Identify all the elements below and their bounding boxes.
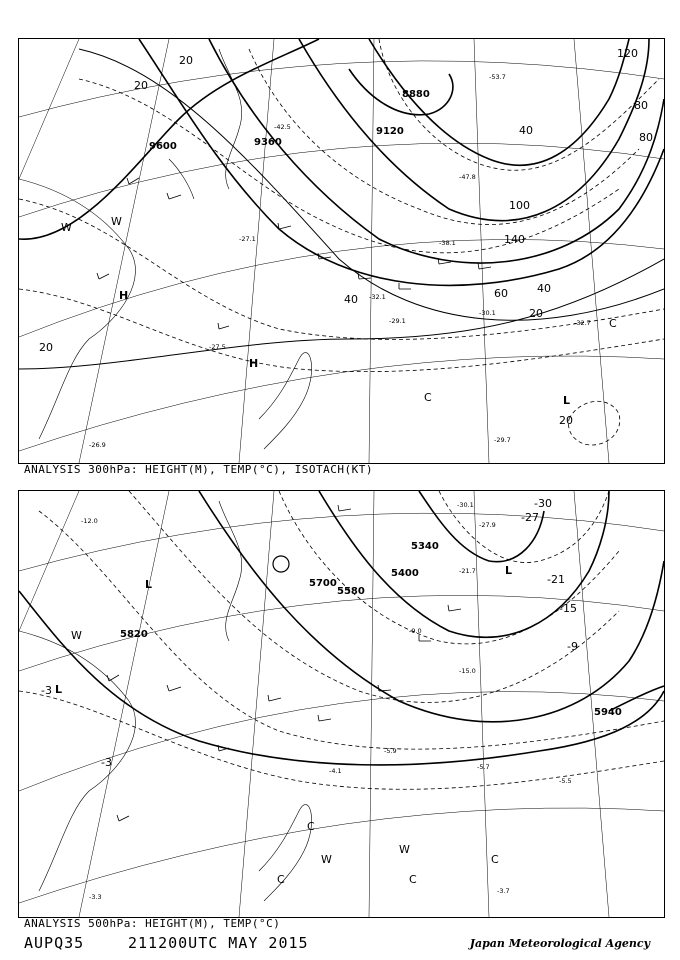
map-300hpa-chart	[19, 39, 664, 463]
cold-center-label: C	[307, 820, 315, 833]
isotach-label: 20	[39, 341, 53, 354]
temp-value: -5.9	[384, 747, 397, 755]
isotherm-label: -3	[41, 684, 52, 697]
height-contours-300	[19, 39, 664, 285]
height-contours-500	[19, 491, 664, 765]
warm-center-label: W	[399, 843, 410, 856]
temp-value: -26.9	[89, 441, 106, 449]
map-panel-500hpa	[18, 490, 665, 918]
wind-barbs-300	[97, 178, 491, 329]
isotherm-label: -27	[521, 511, 539, 524]
isotherm-label: -3	[101, 756, 112, 769]
height-label: 5400	[391, 568, 419, 579]
temp-value: -12.0	[81, 517, 98, 525]
temp-value: -27.9	[479, 521, 496, 529]
height-label: 8880	[402, 89, 430, 100]
height-label: 9600	[149, 141, 177, 152]
chart-id: AUPQ35	[24, 934, 85, 952]
high-center-label: H	[249, 357, 259, 370]
coastline-300	[19, 49, 312, 449]
height-label: 9360	[254, 137, 282, 148]
cold-center-label: C	[409, 873, 417, 886]
temp-value: -21.7	[459, 567, 476, 575]
isotach-label: 60	[494, 287, 508, 300]
isotherm-label: -21	[547, 573, 565, 586]
isotach-label: 140	[504, 233, 525, 246]
temp-value: -27.1	[239, 235, 256, 243]
panel-caption-300: ANALYSIS 300hPa: HEIGHT(M), TEMP(°C), ISOTACH(KT)	[24, 463, 374, 476]
map-panel-300hpa	[18, 38, 665, 464]
temp-value: -3.7	[497, 887, 510, 895]
low-center-label: L	[145, 578, 153, 591]
cold-center-label: C	[277, 873, 285, 886]
cold-center-label: C	[491, 853, 499, 866]
isotach-label: 80	[634, 99, 648, 112]
isotherm-label: -30	[534, 497, 552, 510]
cold-center-label: C	[609, 317, 617, 330]
isotherm-label: -15	[559, 602, 577, 615]
warm-center-label: W	[111, 215, 122, 228]
temp-value: -3.3	[89, 893, 102, 901]
height-label: 5700	[309, 578, 337, 589]
isotach-label: 40	[537, 282, 551, 295]
panel-caption-500: ANALYSIS 500hPa: HEIGHT(M), TEMP(°C)	[24, 917, 281, 930]
temp-value: -5.7	[477, 763, 490, 771]
temp-value: -29.1	[389, 317, 406, 325]
height-label: 5340	[411, 541, 439, 552]
height-label: 5820	[120, 629, 148, 640]
isotherms-300	[19, 39, 664, 445]
warm-center-label: W	[61, 221, 72, 234]
isotach-label: 20	[179, 54, 193, 67]
temp-value: -42.5	[274, 123, 291, 131]
cold-center-label: C	[424, 391, 432, 404]
isotach-label: 20	[134, 79, 148, 92]
temp-value: -47.8	[459, 173, 476, 181]
temp-value: -15.0	[459, 667, 476, 675]
temp-value: -4.1	[329, 767, 342, 775]
height-label: 9120	[376, 126, 404, 137]
temp-value: -53.7	[489, 73, 506, 81]
temp-value: -27.5	[209, 343, 226, 351]
isotach-label: 120	[617, 47, 638, 60]
isotach-label: 40	[519, 124, 533, 137]
isotach-label: 20	[559, 414, 573, 427]
low-center-label: L	[563, 394, 571, 407]
isotach-label: 80	[639, 131, 653, 144]
wind-barbs-500	[107, 505, 461, 821]
warm-center-label: W	[321, 853, 332, 866]
temp-value: -30.1	[457, 501, 474, 509]
isotach-label: 40	[344, 293, 358, 306]
agency-credit: Japan Meteorological Agency	[469, 937, 650, 950]
temp-value: -30.1	[479, 309, 496, 317]
height-label: 5580	[337, 586, 365, 597]
observation-circle	[273, 556, 289, 572]
valid-time: 211200UTC MAY 2015	[128, 934, 309, 952]
temp-value: -32.7	[574, 319, 591, 327]
temp-value: -32.1	[369, 293, 386, 301]
temp-value: -38.1	[439, 239, 456, 247]
temp-value: -29.7	[494, 436, 511, 444]
height-label: 5940	[594, 707, 622, 718]
map-500hpa-chart	[19, 491, 664, 917]
temp-value: -9.0	[409, 627, 422, 635]
temp-value: -5.5	[559, 777, 572, 785]
isotach-label: 100	[509, 199, 530, 212]
graticule-500	[19, 491, 664, 917]
isotherm-label: -9	[567, 640, 578, 653]
high-center-label: H	[119, 289, 129, 302]
low-center-label: L	[505, 564, 513, 577]
isotach-label: 20	[529, 307, 543, 320]
low-center-label: L	[55, 683, 63, 696]
warm-center-label: W	[71, 629, 82, 642]
